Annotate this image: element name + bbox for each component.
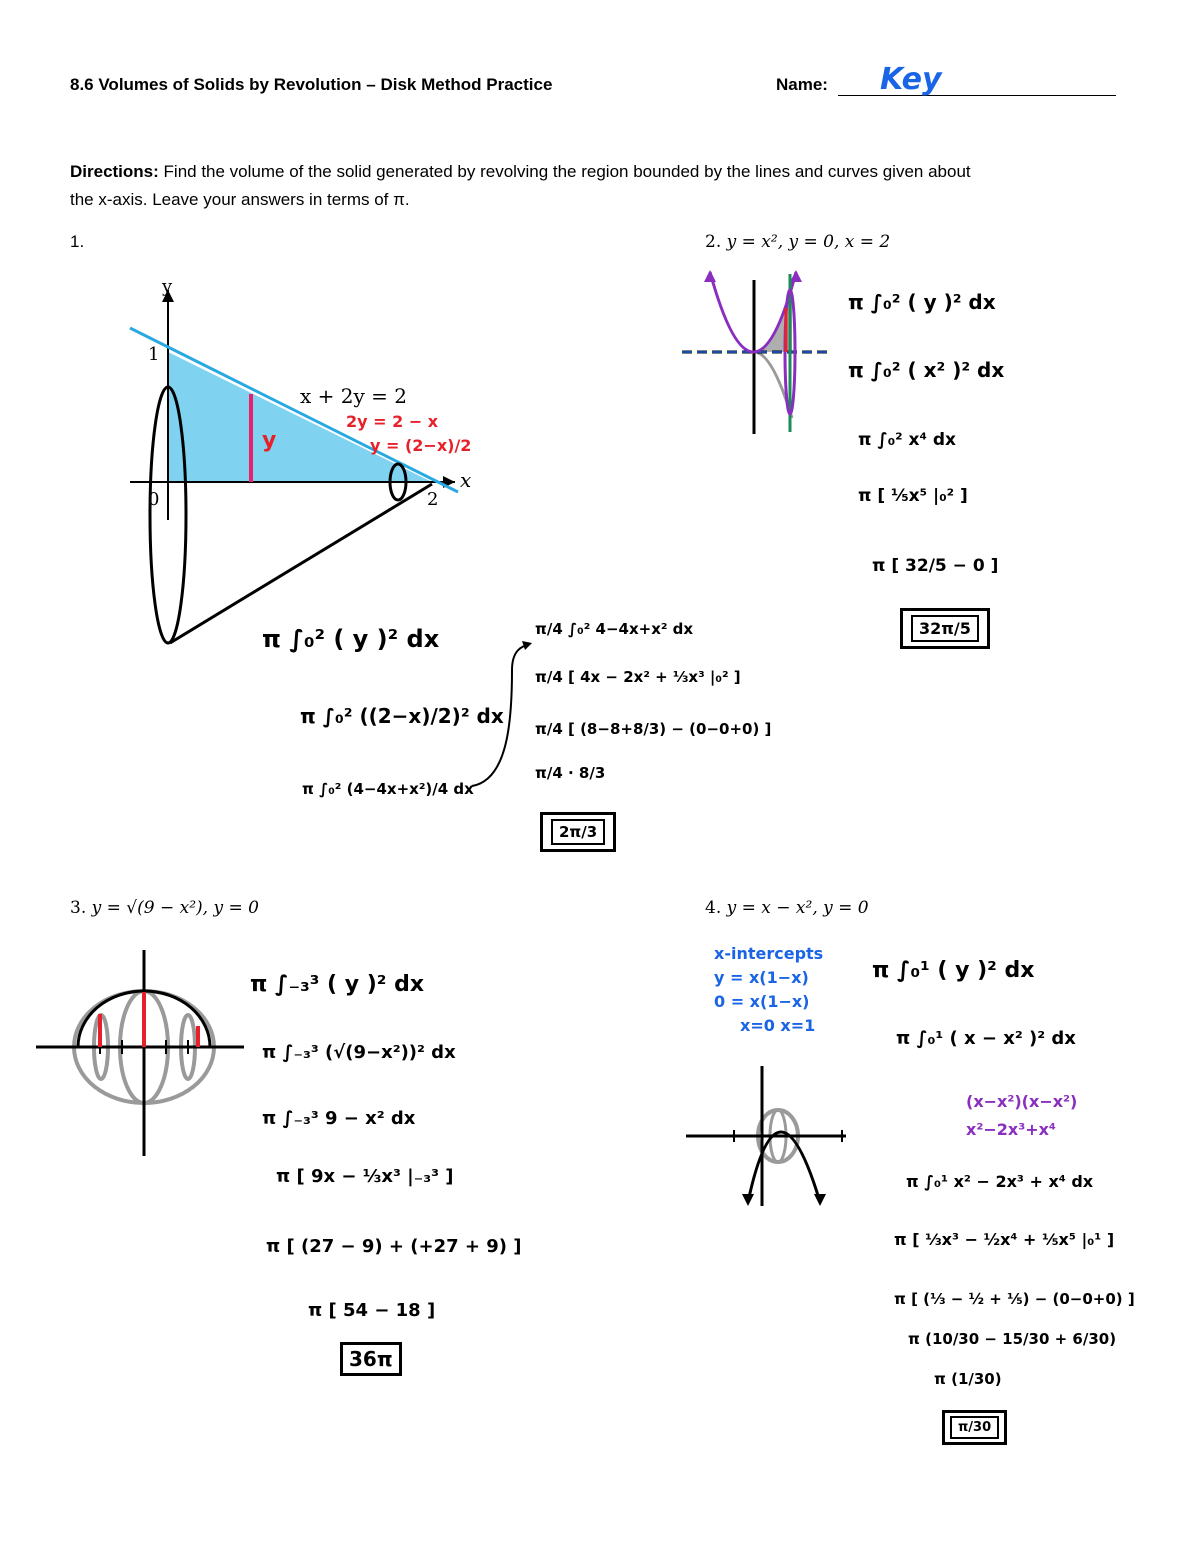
p3-step-2: π ∫₋₃³ (√(9−x²))² dx: [262, 1042, 456, 1063]
directions-line2: the x-axis. Leave your answers in terms of π.: [70, 190, 410, 209]
name-label: Name:: [776, 75, 828, 94]
p3-answer: 36π: [349, 1347, 393, 1371]
p1-line-label: x + 2y = 2: [300, 384, 407, 408]
p1-tick-2: 2: [427, 489, 439, 510]
p4-step-7: π (1/30): [934, 1370, 1002, 1388]
p4-intercepts-line2: y = x(1−x): [714, 968, 809, 987]
p1-work-line1: 2y = 2 − x: [346, 412, 439, 431]
problem2-number: 2.: [705, 232, 722, 252]
p1-step-7: π/4 · 8/3: [535, 764, 606, 782]
p2-step-5: π [ 32/5 − 0 ]: [872, 556, 999, 576]
name-value: Key: [880, 62, 942, 97]
problem2-graph: [682, 268, 842, 438]
directions: [70, 158, 1140, 214]
problem4-equation: y = x − x², y = 0: [726, 898, 869, 918]
p1-slice-label: y: [262, 428, 277, 453]
p2-answer: 32π/5: [911, 615, 979, 642]
p1-tick-0: 0: [148, 489, 160, 510]
problem3-equation: y = √(9 − x²), y = 0: [91, 898, 259, 918]
p4-expansion-line2: x²−2x³+x⁴: [966, 1120, 1056, 1139]
p1-step-1: π ∫₀² ( y )² dx: [262, 625, 440, 653]
p4-expansion: [966, 1088, 1077, 1144]
problem2-equation: y = x², y = 0, x = 2: [726, 232, 891, 252]
p3-step-1: π ∫₋₃³ ( y )² dx: [250, 972, 425, 997]
cone-edge: [170, 484, 432, 643]
p4-answer-box: [942, 1410, 1007, 1445]
p1-step-5: π/4 [ 4x − 2x² + ⅓x³ |₀² ]: [535, 668, 741, 686]
directions-line1: Find the volume of the solid generated by revolving the region bounded by the lines and curves given about: [163, 162, 971, 181]
problem4-graph: [686, 1066, 866, 1216]
p3-step-3: π ∫₋₃³ 9 − x² dx: [262, 1108, 416, 1129]
p1-tick-1: 1: [148, 344, 160, 365]
p4-step-1: π ∫₀¹ ( y )² dx: [872, 958, 1035, 983]
p4-expansion-line1: (x−x²)(x−x²): [966, 1092, 1078, 1111]
p2-answer-box: [900, 608, 990, 649]
p4-step-3: π ∫₀¹ x² − 2x³ + x⁴ dx: [906, 1172, 1094, 1191]
p1-answer-box: [540, 812, 616, 852]
p2-step-2: π ∫₀² ( x² )² dx: [848, 358, 1005, 382]
problem4-number: 4.: [705, 898, 722, 918]
problem2-header: [705, 232, 890, 252]
p3-step-4: π [ 9x − ⅓x³ |₋₃³ ]: [276, 1166, 454, 1187]
problem3-graph: [36, 950, 256, 1160]
problem4-header: [705, 898, 869, 918]
p1-step-2: π ∫₀² ((2−x)/2)² dx: [300, 704, 504, 728]
problem1-number: 1.: [70, 232, 85, 251]
p4-intercepts: [714, 942, 823, 1038]
p4-step-5: π [ (⅓ − ½ + ⅕) − (0−0+0) ]: [894, 1290, 1135, 1308]
p1-work-line2: y = (2−x)/2: [370, 436, 472, 455]
p1-x-axis-label: x: [460, 468, 472, 492]
p4-intercepts-line1: x-intercepts: [714, 944, 824, 963]
p4-step-6: π (10/30 − 15/30 + 6/30): [908, 1330, 1117, 1348]
p1-step-6: π/4 [ (8−8+8/3) − (0−0+0) ]: [535, 720, 772, 738]
p1-step-4: π/4 ∫₀² 4−4x+x² dx: [535, 620, 694, 638]
problem3-header: [70, 898, 259, 918]
p2-step-1: π ∫₀² ( y )² dx: [848, 290, 996, 314]
p2-step-3: π ∫₀² x⁴ dx: [858, 430, 957, 450]
p4-step-4: π [ ⅓x³ − ½x⁴ + ⅕x⁵ |₀¹ ]: [894, 1230, 1115, 1249]
p4-answer: π/30: [950, 1416, 999, 1439]
directions-label: Directions:: [70, 162, 159, 181]
p1-step-3: π ∫₀² (4−4x+x²)/4 dx: [302, 780, 474, 798]
p3-step-5: π [ (27 − 9) + (+27 + 9) ]: [266, 1236, 522, 1257]
p1-answer: 2π/3: [551, 819, 605, 845]
p4-intercepts-line3: 0 = x(1−x): [714, 992, 810, 1011]
p3-answer-box: [340, 1342, 402, 1376]
worksheet-title: 8.6 Volumes of Solids by Revolution – Disk Method Practice: [70, 75, 553, 94]
p4-intercepts-line4: x=0 x=1: [740, 1016, 816, 1035]
problem3-number: 3.: [70, 898, 87, 918]
p1-y-axis-label: y: [162, 276, 173, 297]
p4-step-2: π ∫₀¹ ( x − x² )² dx: [896, 1028, 1076, 1049]
p2-step-4: π [ ⅕x⁵ |₀² ]: [858, 486, 968, 506]
p1-arrow: [468, 640, 538, 800]
p3-step-6: π [ 54 − 18 ]: [308, 1300, 436, 1321]
